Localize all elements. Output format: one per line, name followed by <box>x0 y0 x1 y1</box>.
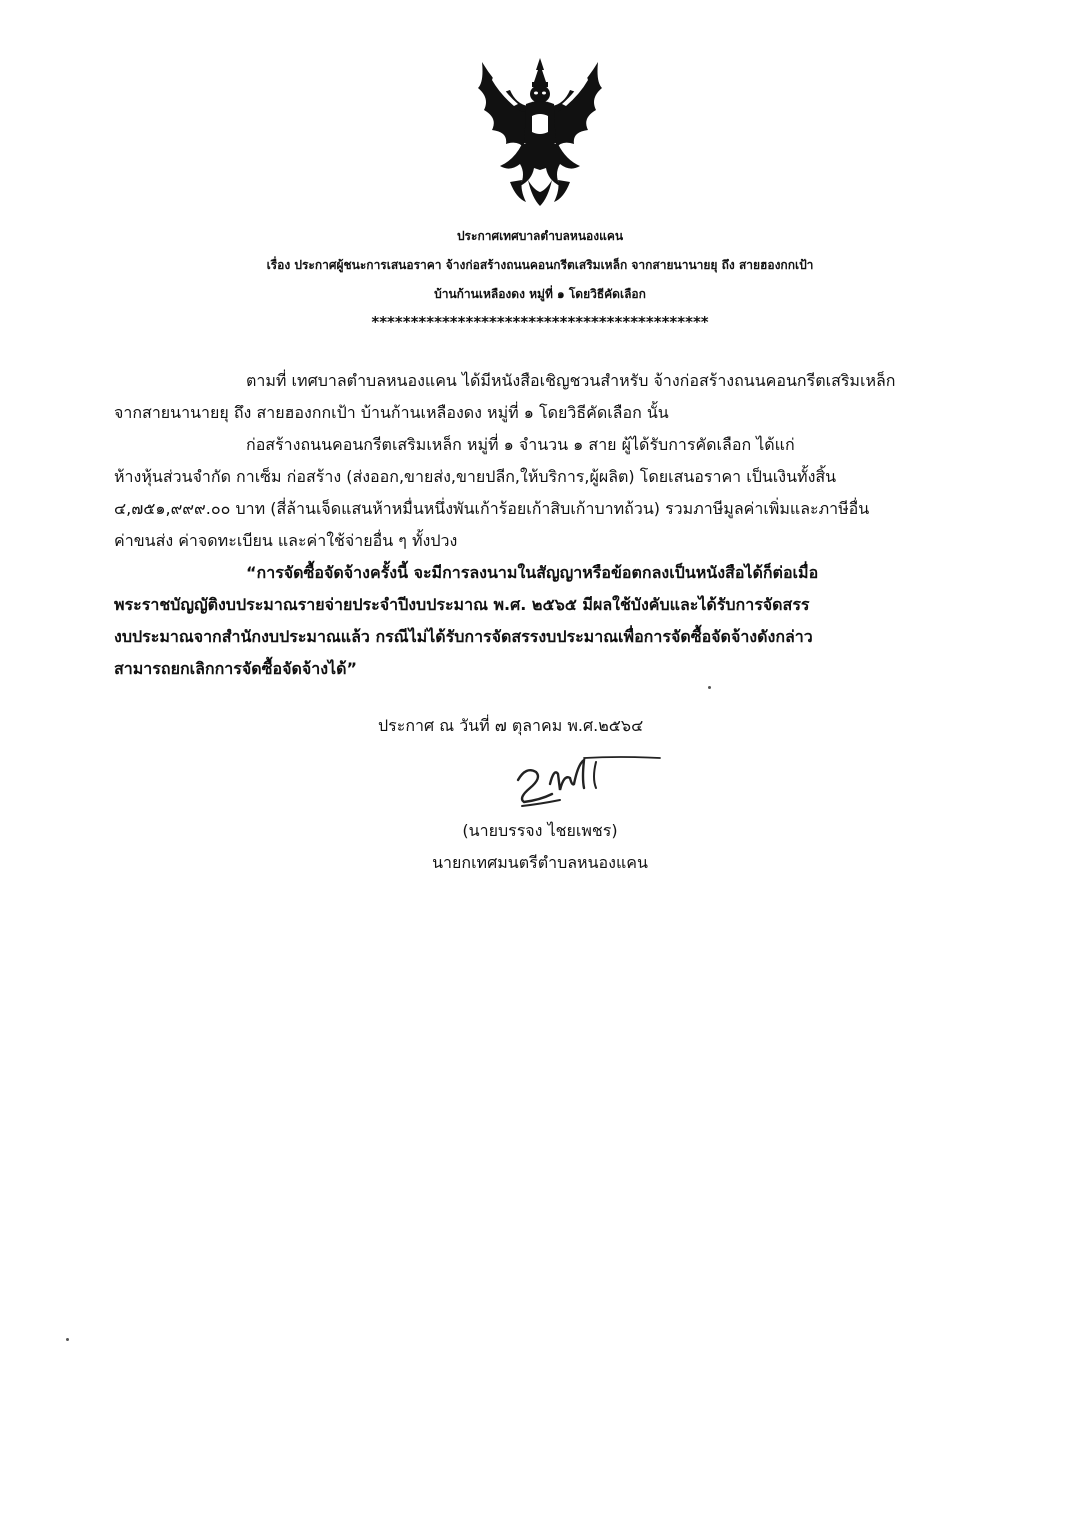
signer-title: นายกเทศมนตรีตำบลหนองแคน <box>432 853 648 872</box>
announcement-title: ประกาศเทศบาลตำบลหนองแคน <box>456 229 624 243</box>
paragraph-2-line-4: ค่าขนส่ง ค่าจดทะเบียน และค่าใช้จ่ายอื่น ๆ ทั้งปวง <box>114 531 458 550</box>
announcement-body <box>114 365 1002 685</box>
announcement-date: ประกาศ ณ วันที่ ๗ ตุลาคม พ.ศ.๒๕๖๔ <box>378 716 644 735</box>
scan-speck <box>66 1338 69 1341</box>
signer-block <box>380 815 700 879</box>
paragraph-1-line-1: ตามที่ เทศบาลตำบลหนองแคน ได้มีหนังสือเชิญชวนสำหรับ จ้างก่อสร้างถนนคอนกรีตเสริมเหล็ก <box>246 371 896 390</box>
scan-speck <box>708 686 711 689</box>
signer-name: (นายบรรจง ไชยเพชร) <box>462 821 618 840</box>
signature-image <box>500 744 670 814</box>
paragraph-3-line-1: “การจัดซื้อจัดจ้างครั้งนี้ จะมีการลงนามในสัญญาหรือข้อตกลงเป็นหนังสือได้ก็ต่อเมื่อ <box>246 563 819 582</box>
paragraph-3-line-2: พระราชบัญญัติงบประมาณรายจ่ายประจำปีงบประมาณ พ.ศ. ๒๕๖๕ มีผลใช้บังคับและได้รับการจัดสรร <box>114 595 810 614</box>
paragraph-3-line-4: สามารถยกเลิกการจัดซื้อจัดจ้างได้” <box>114 659 357 678</box>
paragraph-3-line-3: งบประมาณจากสำนักงบประมาณแล้ว กรณีไม่ได้รับการจัดสรรงบประมาณเพื่อการจัดซื้อจัดจ้างดังกล่าว <box>114 627 813 646</box>
announcement-subject-line-2: บ้านก้านเหลืองดง หมู่ที่ ๑ โดยวิธีคัดเลือก <box>434 287 646 301</box>
paragraph-2-line-1: ก่อสร้างถนนคอนกรีตเสริมเหล็ก หมู่ที่ ๑ จำนวน ๑ สาย ผู้ได้รับการคัดเลือก ได้แก่ <box>246 435 795 454</box>
announcement-header <box>0 222 1080 333</box>
paragraph-2-line-2: ห้างหุ้นส่วนจำกัด กาเซ็ม ก่อสร้าง (ส่งออก,ขายส่ง,ขายปลีก,ให้บริการ,ผู้ผลิต) โดยเสนอราคา เป็นเงินทั้งสิ้น <box>114 467 837 486</box>
paragraph-1-line-2: จากสายนานายยุ ถึง สายฮองกกเป้า บ้านก้านเหลืองดง หมู่ที่ ๑ โดยวิธีคัดเลือก นั้น <box>114 403 669 422</box>
separator-stars: ******************************************* <box>371 313 709 331</box>
garuda-emblem-icon <box>470 52 610 210</box>
paragraph-2-line-3: ๔,๗๕๑,๙๙๙.๐๐ บาท (สี่ล้านเจ็ดแสนห้าหมื่นหนึ่งพันเก้าร้อยเก้าสิบเก้าบาทถ้วน) รวมภาษีมูลค่าเพิ่มและภาษีอื่น <box>114 499 870 518</box>
announcement-subject-line-1: เรื่อง ประกาศผู้ชนะการเสนอราคา จ้างก่อสร้างถนนคอนกรีตเสริมเหล็ก จากสายนานายยุ ถึง สายฮองกกเป้า <box>266 258 814 272</box>
